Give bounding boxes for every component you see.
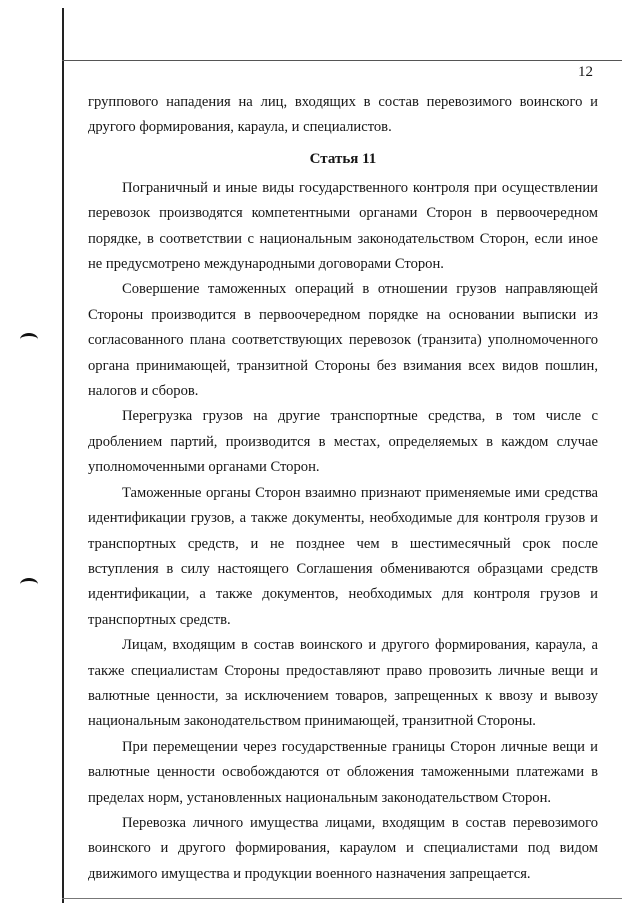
document-body [88,90,598,887]
paragraph: Пограничный и иные виды государственного контроля при осуществлении перевозок производятся компетентными органами Сторон в первоочередном порядке, в соответствии с национальным законодательством Сторон, если иное не предусмотрено международными договорами Сторон. [88,179,598,273]
paragraph: Совершение таможенных операций в отношении грузов направляющей Стороны производится в первоочередном порядке на основании выписки из согласованного плана соответствующих перевозок (транзита) уполномоченного органа принимающей, транзитной Стороны без взимания всех видов пошлин, налогов и сборов. [88,281,598,400]
page-number: 12 [578,64,593,80]
scan-left-edge [62,8,64,903]
scan-top-edge [62,60,622,61]
paragraph: При перемещении через государственные границы Сторон личные вещи и валютные ценности освобождаются от обложения таможенными платежами в пределах норм, установленных национальным законодательством Сторон. [88,738,598,806]
paragraph: Перевозка личного имущества лицами, входящим в состав перевозимого воинского и другого формирования, караулом и специалистами под видом движимого имущества и продукции военного назначения запрещается. [88,814,598,882]
article-heading: Статья 11 [309,150,377,167]
punch-hole-mark-lower [20,578,38,591]
paragraph: Перегрузка грузов на другие транспортные средства, в том числе с дроблением партий, производится в местах, определяемых в каждом случае уполномоченными органами Сторон. [88,408,598,476]
paragraph-continuation: группового нападения на лиц, входящих в состав перевозимого воинского и другого формирования, караула, и специалистов. [88,94,598,136]
paragraph: Таможенные органы Сторон взаимно признают применяемые ими средства идентификации грузов, а также документы, необходимые для контроля грузов и транспортных средств, и не позднее чем в шестимесячный срок после вступления в силу настоящего Соглашения обмениваются образцами средств идентификации, а также документов, необходимых для контроля грузов и транспортных средств. [88,484,598,628]
punch-hole-mark-upper [20,333,38,346]
scan-bottom-edge [62,898,622,899]
paragraph: Лицам, входящим в состав воинского и другого формирования, караула, а также специалистам Стороны предоставляют право провозить личные вещи и валютные ценности, за исключением товаров, запрещенных к ввозу и вывозу национальным законодательством принимающей, транзитной Стороны. [88,637,598,730]
